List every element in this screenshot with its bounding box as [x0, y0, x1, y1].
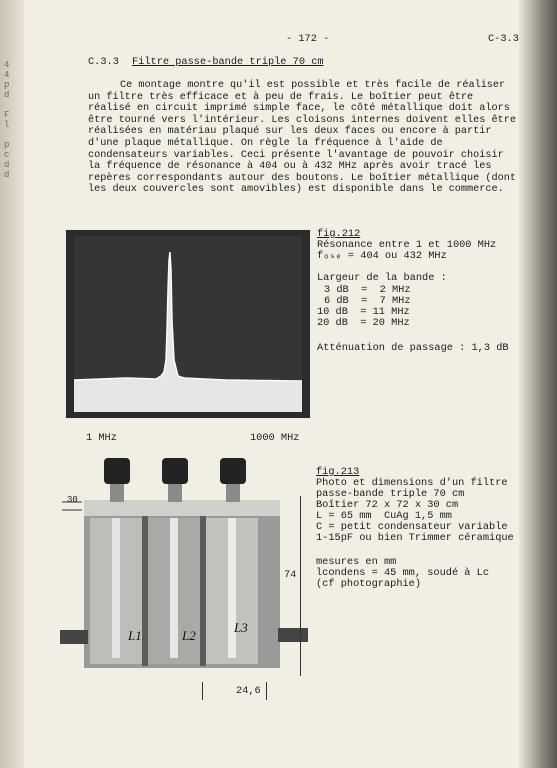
bandwidth-row: 20 dB = 20 MHz	[317, 317, 410, 329]
coil-label-l1: L1	[128, 628, 142, 643]
measures-line: lcondens = 45 mm, soudé à Lc	[316, 567, 490, 579]
measures-title: mesures en mm	[316, 556, 397, 568]
spectrum-trace	[66, 230, 310, 418]
filter-photo	[60, 458, 308, 682]
dimension-tick-left	[202, 682, 203, 700]
body-paragraph: Ce montage montre qu'il est possible et très facile de réaliser un filtre très efficace et à peu de frais. Le boîtier peut être réalisé en circuit imprimé simple face, le côté métallique doit alors être tourné vers l'intérieur. Les cloisons internes doivent elles être réalisées en matériau plaqué sur les deux faces ou encore à partir d'une plaque métallique. On règle la fréquence à l'aide de condensateurs variables. Ceci présente l'avantage de pouvoir choisir la fréquence de résonance à 404 ou à 432 MHz après avoir tracé les repères correspondants autour des boutons. Le boîtier métallique (dont les deux couvercles sont amovibles) est disponible dans le commerce.	[88, 80, 516, 196]
axis-label-right: 1000 MHz	[250, 432, 300, 444]
section-title: Filtre passe-bande triple 70 cm	[132, 56, 324, 68]
fig213-caption-line: Photo et dimensions d'un filtre	[316, 477, 508, 489]
section-number: C.3.3	[88, 56, 119, 68]
dimension-line-side	[300, 496, 301, 676]
bandwidth-row: 3 dB = 2 MHz	[324, 284, 411, 296]
attenuation-text: Atténuation de passage : 1,3 dB	[317, 342, 509, 354]
page-number: - 172 -	[286, 33, 330, 45]
fig212-resonance: Résonance entre 1 et 1000 MHz	[317, 239, 497, 251]
left-edge-marks: 4 4 p d F l p c d d	[4, 60, 10, 180]
spectrum-photo	[66, 230, 310, 418]
measures-note: (cf photographie)	[316, 578, 422, 590]
dimension-side: 74	[284, 569, 297, 581]
coil-label-l2: L2	[182, 628, 196, 643]
filter-drawing	[60, 458, 308, 682]
fig213-label: fig.213	[316, 466, 360, 478]
fig212-frequency: fₒₛₑ = 404 ou 432 MHz	[317, 250, 447, 262]
dimension-top: 30	[67, 495, 78, 505]
right-page-edge	[519, 0, 557, 768]
section-reference: C-3.3	[488, 33, 519, 45]
fig213-caption-line: C = petit condensateur variable	[316, 521, 508, 533]
bandwidth-row: 6 dB = 7 MHz	[324, 295, 411, 307]
fig212-label: fig.212	[317, 228, 361, 240]
dimension-bottom: 24,6	[236, 685, 261, 697]
axis-label-left: 1 MHz	[86, 432, 117, 444]
fig213-caption-line: passe-bande triple 70 cm	[316, 488, 465, 500]
dimension-tick-right	[266, 682, 267, 700]
bandwidth-row: 10 dB = 11 MHz	[317, 306, 410, 318]
fig213-caption-line: L = 65 mm CuAg 1,5 mm	[316, 510, 452, 522]
coil-label-l3: L3	[234, 620, 248, 635]
fig213-caption-line: Boîtier 72 x 72 x 30 cm	[316, 499, 459, 511]
bandwidth-title: Largeur de la bande :	[317, 272, 447, 284]
fig213-caption-line: 1-15pF ou bien Trimmer céramique	[316, 532, 514, 544]
